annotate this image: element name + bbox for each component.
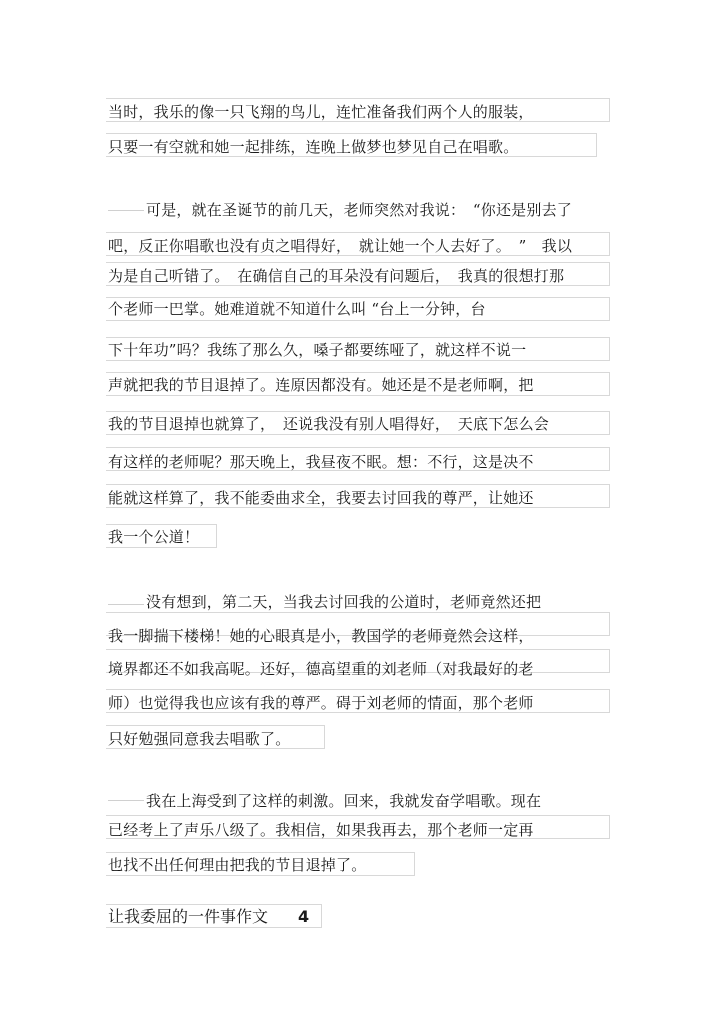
paragraph-3-line-1: 没有想到，第二天，当我去讨回我的公道时，老师竟然还把 [146, 593, 542, 611]
paragraph-4-line-2: 已经考上了声乐八级了。我相信，如果我再去，那个老师一定再 [108, 821, 534, 839]
paragraph-3-line-4: 师）也觉得我也应该有我的尊严。碍于刘老师的情面，那个老师 [108, 694, 534, 712]
paragraph-2-line-5: 下十年功”吗？我练了那么久，嗓子都要练哑了，就这样不说一 [108, 341, 527, 359]
paragraph-2-line-1: 可是，就在圣诞节的前几天，老师突然对我说： “你还是别去了 [146, 201, 572, 219]
paragraph-2-line-9: 能就这样算了，我不能委曲求全，我要去讨回我的尊严，让她还 [108, 489, 534, 507]
section-heading-title: 让我委屈的一件事作文 [108, 907, 269, 926]
paragraph-2-line-2: 吧，反正你唱歌也没有贞之唱得好， 就让她一个人去好了。 ” 我以 [108, 237, 573, 255]
section-heading-number: 4 [298, 907, 310, 926]
section-heading [108, 905, 309, 929]
paragraph-2-line-4: 个老师一巴掌。她难道就不知道什么叫 “台上一分钟，台 [108, 300, 486, 318]
paragraph-2-line-6: 声就把我的节目退掉了。连原因都没有。她还是不是老师啊，把 [108, 376, 534, 394]
paragraph-2-line-3: 为是自己听错了。 在确信自己的耳朵没有问题后， 我真的很想打那 [108, 267, 565, 285]
paragraph-3-line-3: 境界都还不如我高呢。还好，德高望重的刘老师（对我最好的老 [108, 660, 534, 678]
paragraph-1-line-2: 只要一有空就和她一起排练，连晚上做梦也梦见自己在唱歌。 [108, 138, 519, 156]
paragraph-1-line-1: 当时，我乐的像一只飞翔的鸟儿，连忙准备我们两个人的服装， [108, 103, 534, 121]
paragraph-4-line-3: 也找不出任何理由把我的节目退掉了。 [108, 856, 367, 874]
paragraph-2-line-8: 有这样的老师呢？那天晚上，我昼夜不眠。想：不行，这是决不 [108, 453, 534, 471]
paragraph-2-line-10: 我一个公道！ [108, 528, 200, 546]
paragraph-3-line-5: 只好勉强同意我去唱歌了。 [108, 730, 291, 748]
paragraph-2-line-7: 我的节目退掉也就算了， 还说我没有别人唱得好， 天底下怎么会 [108, 415, 550, 433]
paragraph-4-line-1: 我在上海受到了这样的刺激。回来，我就发奋学唱歌。现在 [146, 792, 542, 810]
paragraph-3-line-2: 我一脚揣下楼梯！她的心眼真是小，教国学的老师竟然会这样， [108, 627, 534, 645]
